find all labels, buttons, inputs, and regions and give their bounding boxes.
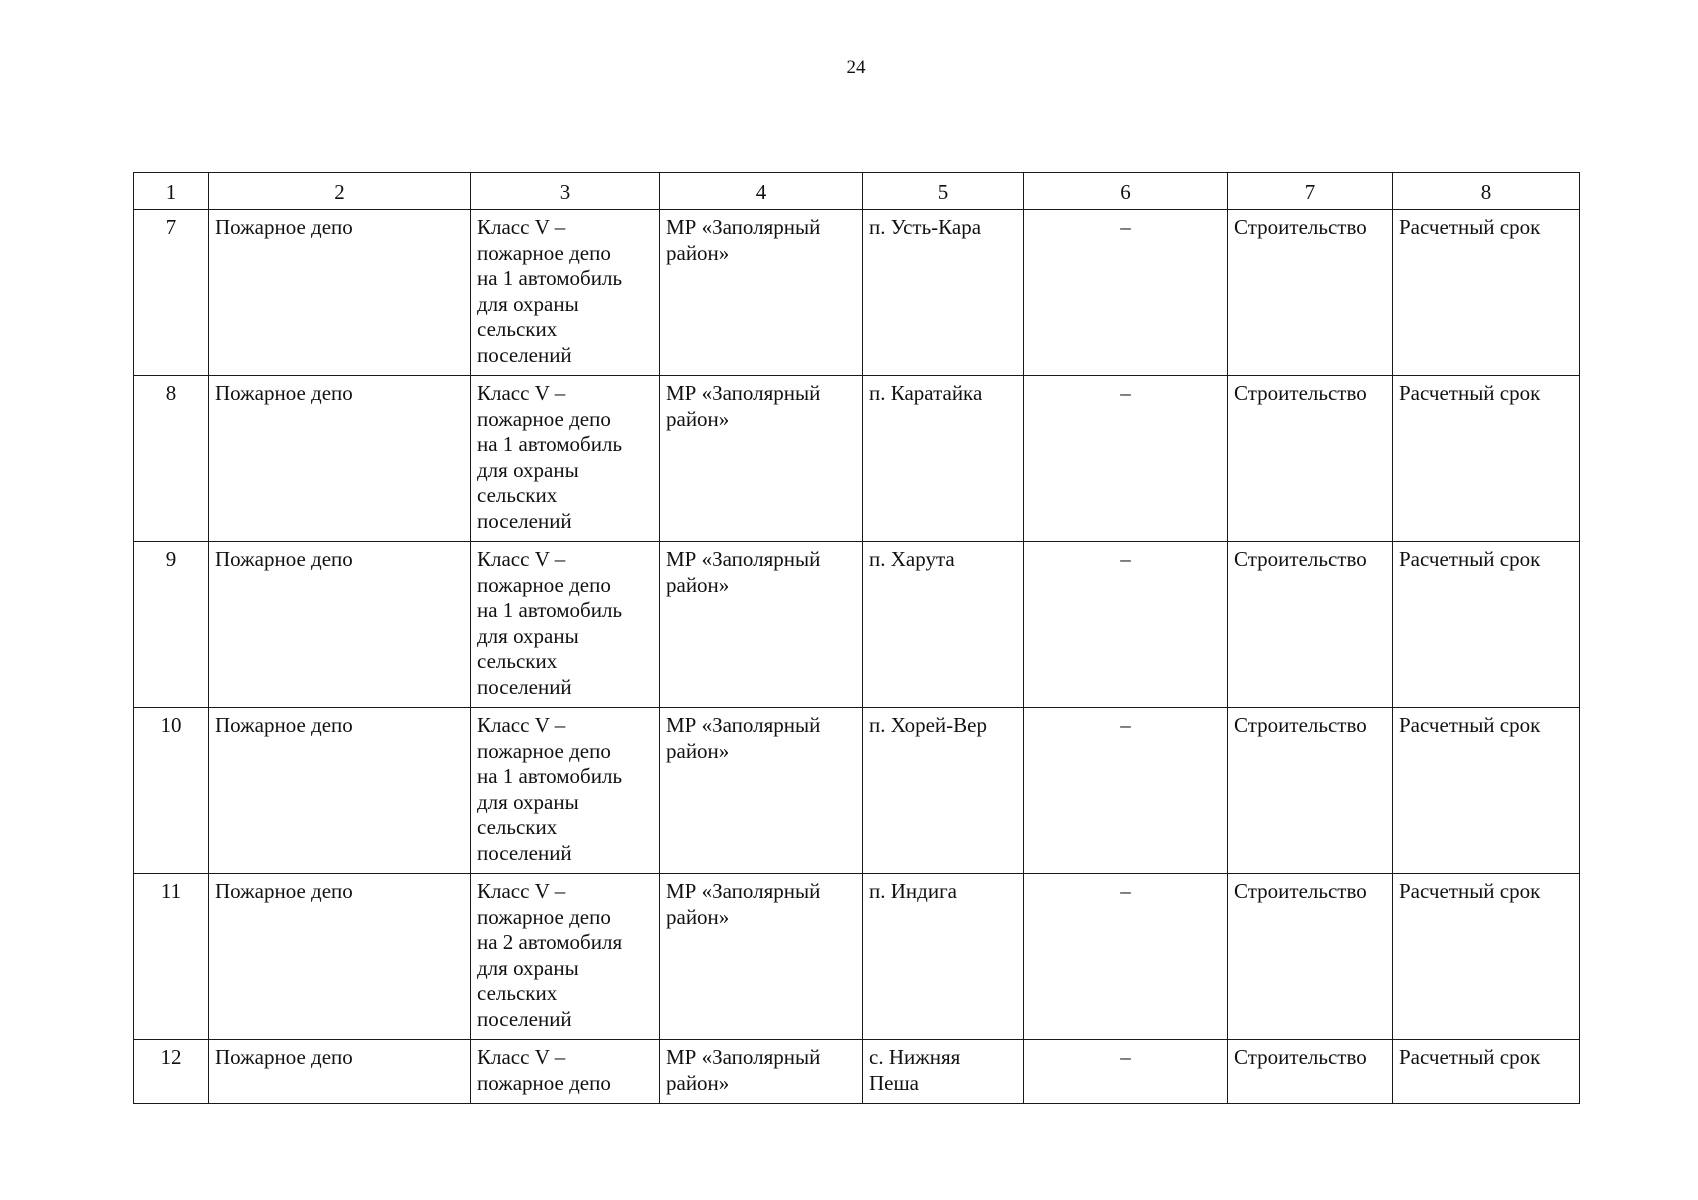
object-class-line: поселений bbox=[477, 674, 572, 699]
term-cell: Расчетный срок bbox=[1393, 1040, 1580, 1104]
object-class-line: для охраны bbox=[477, 291, 579, 316]
object-name-cell: Пожарное депо bbox=[209, 708, 471, 874]
settlement-line: п. Каратайка bbox=[869, 381, 983, 405]
term-cell: Расчетный срок bbox=[1393, 210, 1580, 376]
row-number-cell: 12 bbox=[134, 1040, 209, 1104]
object-class-line: для охраны bbox=[477, 789, 579, 814]
col6-cell: – bbox=[1024, 542, 1228, 708]
object-name-cell: Пожарное депо bbox=[209, 542, 471, 708]
header-cell: 4 bbox=[660, 173, 863, 210]
object-class-cell bbox=[471, 376, 660, 542]
object-class-line: пожарное депо bbox=[477, 738, 611, 763]
object-class-line: для охраны bbox=[477, 623, 579, 648]
settlement-line: п. Харута bbox=[869, 547, 955, 571]
object-class-line: Класс V – bbox=[477, 547, 566, 571]
object-name-cell: Пожарное депо bbox=[209, 376, 471, 542]
settlement-cell bbox=[863, 542, 1024, 708]
table-row bbox=[134, 210, 1580, 376]
district-line: район» bbox=[666, 904, 730, 929]
district-line: МР «Заполярный bbox=[666, 381, 821, 405]
district-cell bbox=[660, 542, 863, 708]
district-cell bbox=[660, 874, 863, 1040]
settlement-line: Пеша bbox=[869, 1070, 919, 1095]
district-cell bbox=[660, 376, 863, 542]
district-cell bbox=[660, 708, 863, 874]
settlement-cell bbox=[863, 874, 1024, 1040]
header-cell: 3 bbox=[471, 173, 660, 210]
term-cell: Расчетный срок bbox=[1393, 376, 1580, 542]
data-table bbox=[133, 172, 1580, 1104]
col6-cell: – bbox=[1024, 874, 1228, 1040]
col6-cell: – bbox=[1024, 708, 1228, 874]
district-line: район» bbox=[666, 1070, 730, 1095]
work-type-cell: Строительство bbox=[1228, 542, 1393, 708]
object-name-cell: Пожарное депо bbox=[209, 210, 471, 376]
table-row bbox=[134, 1040, 1580, 1104]
object-class-line: Класс V – bbox=[477, 879, 566, 903]
settlement-line: п. Усть-Кара bbox=[869, 215, 982, 239]
district-line: район» bbox=[666, 406, 730, 431]
settlement-line: п. Хорей-Вер bbox=[869, 713, 987, 737]
table-row bbox=[134, 542, 1580, 708]
term-cell: Расчетный срок bbox=[1393, 542, 1580, 708]
object-class-cell bbox=[471, 210, 660, 376]
row-number-cell: 8 bbox=[134, 376, 209, 542]
object-class-line: поселений bbox=[477, 1006, 572, 1031]
object-class-line: Класс V – bbox=[477, 381, 566, 405]
col6-cell: – bbox=[1024, 210, 1228, 376]
object-class-line: пожарное депо bbox=[477, 572, 611, 597]
object-class-line: поселений bbox=[477, 508, 572, 533]
district-cell bbox=[660, 210, 863, 376]
header-cell: 8 bbox=[1393, 173, 1580, 210]
object-class-line: пожарное депо bbox=[477, 904, 611, 929]
work-type-cell: Строительство bbox=[1228, 708, 1393, 874]
district-line: район» bbox=[666, 738, 730, 763]
settlement-cell bbox=[863, 708, 1024, 874]
table-row bbox=[134, 874, 1580, 1040]
table-row bbox=[134, 376, 1580, 542]
col6-cell: – bbox=[1024, 1040, 1228, 1104]
table-body bbox=[134, 173, 1580, 1104]
object-class-line: Класс V – bbox=[477, 713, 566, 737]
object-class-line: пожарное депо bbox=[477, 406, 611, 431]
header-cell: 2 bbox=[209, 173, 471, 210]
row-number-cell: 7 bbox=[134, 210, 209, 376]
district-line: район» bbox=[666, 572, 730, 597]
object-class-line: пожарное депо bbox=[477, 1070, 611, 1095]
object-class-cell bbox=[471, 708, 660, 874]
district-line: район» bbox=[666, 240, 730, 265]
district-cell bbox=[660, 1040, 863, 1104]
object-name-cell: Пожарное депо bbox=[209, 1040, 471, 1104]
object-name-cell: Пожарное депо bbox=[209, 874, 471, 1040]
object-class-line: поселений bbox=[477, 342, 572, 367]
term-cell: Расчетный срок bbox=[1393, 708, 1580, 874]
object-class-line: на 1 автомобиль bbox=[477, 266, 623, 290]
object-class-line: для охраны bbox=[477, 955, 579, 980]
work-type-cell: Строительство bbox=[1228, 1040, 1393, 1104]
object-class-line: Класс V – bbox=[477, 215, 566, 239]
object-class-cell bbox=[471, 1040, 660, 1104]
settlement-cell bbox=[863, 376, 1024, 542]
row-number-cell: 10 bbox=[134, 708, 209, 874]
object-class-line: сельских bbox=[477, 981, 558, 1005]
table-row bbox=[134, 708, 1580, 874]
row-number-cell: 9 bbox=[134, 542, 209, 708]
district-line: МР «Заполярный bbox=[666, 215, 821, 239]
object-class-cell bbox=[471, 542, 660, 708]
work-type-cell: Строительство bbox=[1228, 874, 1393, 1040]
table-header-row bbox=[134, 173, 1580, 210]
district-line: МР «Заполярный bbox=[666, 713, 821, 737]
object-class-line: поселений bbox=[477, 840, 572, 865]
object-class-line: на 1 автомобиль bbox=[477, 598, 623, 622]
header-cell: 5 bbox=[863, 173, 1024, 210]
object-class-line: пожарное депо bbox=[477, 240, 611, 265]
object-class-line: на 2 автомобиля bbox=[477, 930, 623, 954]
settlement-cell bbox=[863, 210, 1024, 376]
object-class-line: сельских bbox=[477, 815, 558, 839]
object-class-line: Класс V – bbox=[477, 1045, 566, 1069]
work-type-cell: Строительство bbox=[1228, 210, 1393, 376]
settlement-line: с. Нижняя bbox=[869, 1045, 961, 1069]
header-cell: 6 bbox=[1024, 173, 1228, 210]
district-line: МР «Заполярный bbox=[666, 547, 821, 571]
object-class-cell bbox=[471, 874, 660, 1040]
settlement-cell bbox=[863, 1040, 1024, 1104]
district-line: МР «Заполярный bbox=[666, 1045, 821, 1069]
district-line: МР «Заполярный bbox=[666, 879, 821, 903]
settlement-line: п. Индига bbox=[869, 879, 957, 903]
work-type-cell: Строительство bbox=[1228, 376, 1393, 542]
object-class-line: сельских bbox=[477, 649, 558, 673]
page-number: 24 bbox=[846, 57, 866, 78]
header-cell: 7 bbox=[1228, 173, 1393, 210]
object-class-line: на 1 автомобиль bbox=[477, 764, 623, 788]
object-class-line: на 1 автомобиль bbox=[477, 432, 623, 456]
col6-cell: – bbox=[1024, 376, 1228, 542]
object-class-line: сельских bbox=[477, 483, 558, 507]
row-number-cell: 11 bbox=[134, 874, 209, 1040]
header-cell: 1 bbox=[134, 173, 209, 210]
object-class-line: сельских bbox=[477, 317, 558, 341]
object-class-line: для охраны bbox=[477, 457, 579, 482]
term-cell: Расчетный срок bbox=[1393, 874, 1580, 1040]
